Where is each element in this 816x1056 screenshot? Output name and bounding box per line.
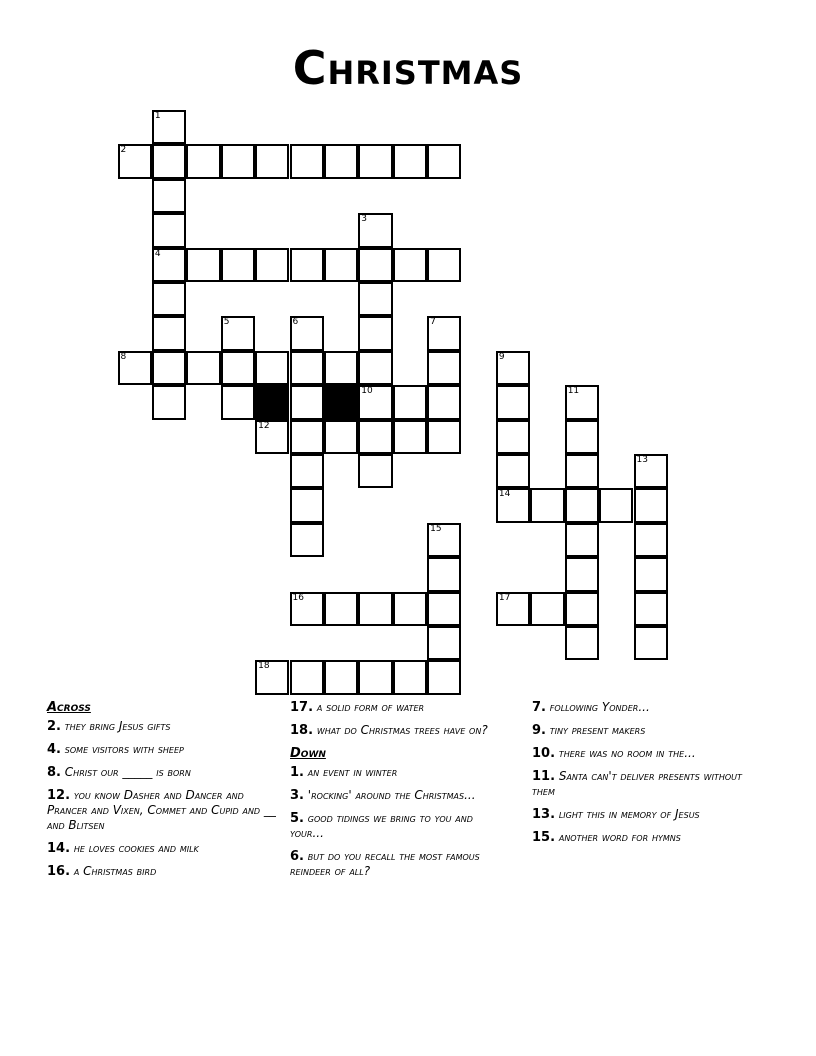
- clue-number: 18.: [290, 723, 314, 738]
- clue-number: 10: [361, 386, 373, 397]
- grid-cell[interactable]: [565, 454, 599, 488]
- grid-cell[interactable]: [324, 144, 358, 178]
- grid-cell[interactable]: [358, 316, 392, 350]
- grid-cell[interactable]: [496, 592, 530, 626]
- grid-cell[interactable]: [186, 351, 220, 385]
- grid-cell[interactable]: [496, 488, 530, 522]
- grid-cell[interactable]: [221, 316, 255, 350]
- clue-number: 13: [636, 455, 648, 465]
- grid-cell[interactable]: [427, 592, 461, 626]
- grid-cell[interactable]: [427, 626, 461, 660]
- clue-text: another word for hymns: [555, 830, 681, 844]
- across-clue: [47, 765, 277, 780]
- grid-cell[interactable]: [290, 420, 324, 454]
- grid-cell[interactable]: [565, 557, 599, 591]
- grid-cell[interactable]: [118, 351, 152, 385]
- clue-number: 16: [292, 592, 304, 603]
- clue-number: 9: [498, 351, 505, 362]
- grid-cell[interactable]: [221, 385, 255, 419]
- grid-cell[interactable]: [152, 179, 186, 213]
- down-clue: [532, 700, 757, 715]
- grid-cell[interactable]: [152, 144, 186, 178]
- grid-cell[interactable]: [290, 592, 324, 626]
- across-clue: [47, 788, 277, 833]
- clue-number: 1: [154, 111, 161, 121]
- grid-cell[interactable]: [221, 248, 255, 282]
- down-clue: [290, 765, 500, 780]
- grid-cell[interactable]: [255, 351, 289, 385]
- grid-cell[interactable]: [634, 488, 668, 522]
- across-clue: [47, 841, 277, 856]
- clue-number: 8: [120, 351, 127, 362]
- clue-number: 15: [430, 523, 442, 534]
- grid-cell[interactable]: [152, 316, 186, 350]
- clue-number: 3.: [290, 788, 304, 803]
- grid-cell[interactable]: [290, 144, 324, 178]
- grid-block: [324, 385, 358, 419]
- across-heading: Across: [47, 700, 91, 715]
- grid-cell[interactable]: [290, 660, 324, 694]
- grid-cell[interactable]: [324, 420, 358, 454]
- grid-cell[interactable]: [255, 248, 289, 282]
- clue-number: 14: [498, 489, 511, 500]
- down-clue: [290, 811, 500, 841]
- grid-cell[interactable]: [358, 248, 392, 282]
- clue-number: 3: [361, 214, 368, 225]
- grid-cell[interactable]: [496, 420, 530, 454]
- grid-cell[interactable]: [427, 316, 461, 350]
- grid-block: [255, 385, 289, 419]
- down-clue: [532, 746, 757, 761]
- grid-cell[interactable]: [599, 488, 633, 522]
- grid-cell[interactable]: [393, 144, 427, 178]
- down-clue: [532, 807, 757, 822]
- down-clue: [290, 788, 500, 803]
- clue-column-1: [47, 700, 277, 887]
- clue-text: a Christmas bird: [70, 864, 157, 878]
- grid-cell[interactable]: [324, 592, 358, 626]
- clue-number: 7.: [532, 700, 546, 715]
- clue-text: what do Christmas trees have on?: [313, 723, 488, 737]
- clue-text: good tidings we bring to you and your...: [290, 811, 473, 840]
- grid-cell[interactable]: [152, 248, 186, 282]
- across-clue: [290, 700, 500, 715]
- grid-cell[interactable]: [358, 282, 392, 316]
- clue-text: Santa can't deliver presents without them: [532, 769, 742, 798]
- grid-cell[interactable]: [358, 420, 392, 454]
- clue-number: 6: [292, 317, 299, 328]
- clue-number: 12.: [47, 788, 71, 803]
- clue-number: 5.: [290, 811, 304, 826]
- clue-text: tiny present makers: [545, 723, 646, 737]
- grid-cell[interactable]: [358, 660, 392, 694]
- grid-cell[interactable]: [324, 660, 358, 694]
- grid-cell[interactable]: [393, 248, 427, 282]
- grid-cell[interactable]: [358, 144, 392, 178]
- grid-cell[interactable]: [290, 351, 324, 385]
- clue-column-3: [532, 700, 757, 853]
- clue-number: 15.: [532, 830, 556, 845]
- clue-column-2: [290, 700, 500, 887]
- clue-number: 14.: [47, 841, 71, 856]
- down-clue: [290, 849, 500, 879]
- across-clue: [47, 864, 277, 879]
- grid-cell[interactable]: [393, 420, 427, 454]
- grid-cell[interactable]: [152, 213, 186, 247]
- across-clue: [47, 719, 277, 734]
- clue-text: following Yonder...: [545, 700, 650, 714]
- grid-cell[interactable]: [393, 385, 427, 419]
- clue-text: there was no room in the...: [555, 746, 696, 760]
- clue-number: 1.: [290, 765, 304, 780]
- clue-text: but do you recall the most famous reindeer of all?: [290, 849, 480, 878]
- grid-cell[interactable]: [427, 385, 461, 419]
- down-clue: [532, 769, 757, 799]
- grid-cell[interactable]: [427, 557, 461, 591]
- clue-number: 4.: [47, 742, 61, 757]
- clue-number: 17: [498, 592, 511, 603]
- grid-cell[interactable]: [255, 144, 289, 178]
- grid-cell[interactable]: [290, 454, 324, 488]
- grid-cell[interactable]: [290, 488, 324, 522]
- clue-number: 2: [120, 145, 127, 156]
- grid-cell[interactable]: [427, 351, 461, 385]
- grid-cell[interactable]: [255, 660, 289, 694]
- clue-number: 11.: [532, 769, 556, 784]
- grid-cell[interactable]: [634, 523, 668, 557]
- grid-cell[interactable]: [634, 557, 668, 591]
- grid-cell[interactable]: [565, 523, 599, 557]
- grid-cell[interactable]: [358, 454, 392, 488]
- grid-cell[interactable]: [255, 420, 289, 454]
- grid-cell[interactable]: [186, 144, 220, 178]
- grid-cell[interactable]: [427, 523, 461, 557]
- grid-cell[interactable]: [634, 454, 668, 488]
- grid-cell[interactable]: [152, 385, 186, 419]
- clue-number: 6.: [290, 849, 304, 864]
- grid-cell[interactable]: [152, 110, 186, 144]
- grid-cell[interactable]: [427, 660, 461, 694]
- grid-cell[interactable]: [221, 144, 255, 178]
- grid-cell[interactable]: [221, 351, 255, 385]
- clue-text: they bring Jesus gifts: [60, 719, 171, 733]
- clue-number: 4: [154, 248, 161, 259]
- down-clue: [532, 830, 757, 845]
- grid-cell[interactable]: [427, 144, 461, 178]
- grid-cell[interactable]: [530, 488, 564, 522]
- page-title: Christmas: [292, 41, 524, 95]
- clue-number: 18: [258, 661, 270, 672]
- grid-cell[interactable]: [634, 626, 668, 660]
- clue-number: 16.: [47, 864, 71, 879]
- grid-cell[interactable]: [358, 385, 392, 419]
- grid-cell[interactable]: [324, 248, 358, 282]
- clue-text: you know Dasher and Dancer and Prancer and Vixen, Commet and Cupid and __ and Blitsen: [47, 788, 276, 832]
- grid-cell[interactable]: [530, 592, 564, 626]
- grid-cell[interactable]: [427, 248, 461, 282]
- grid-cell[interactable]: [358, 351, 392, 385]
- clue-number: 2.: [47, 719, 61, 734]
- grid-cell[interactable]: [427, 420, 461, 454]
- grid-cell[interactable]: [496, 351, 530, 385]
- clue-text: light this in memory of Jesus: [555, 807, 700, 821]
- clue-text: some visitors with sheep: [60, 742, 184, 756]
- grid-cell[interactable]: [496, 454, 530, 488]
- grid-cell[interactable]: [290, 248, 324, 282]
- grid-cell[interactable]: [565, 420, 599, 454]
- clue-number: 11: [567, 386, 580, 397]
- grid-cell[interactable]: [152, 351, 186, 385]
- clue-text: Christ our _____ is born: [60, 765, 191, 779]
- clue-text: 'rocking' around the Christmas...: [303, 788, 476, 802]
- clue-number: 5: [223, 317, 230, 328]
- grid-cell[interactable]: [324, 351, 358, 385]
- grid-cell[interactable]: [290, 523, 324, 557]
- across-clue: [47, 742, 277, 757]
- clue-text: an event in winter: [303, 765, 398, 779]
- grid-cell[interactable]: [496, 385, 530, 419]
- grid-cell[interactable]: [358, 592, 392, 626]
- grid-cell[interactable]: [290, 385, 324, 419]
- grid-cell[interactable]: [393, 660, 427, 694]
- grid-cell[interactable]: [186, 248, 220, 282]
- clue-number: 10.: [532, 746, 556, 761]
- down-clue: [532, 723, 757, 738]
- grid-cell[interactable]: [152, 282, 186, 316]
- clue-number: 13.: [532, 807, 556, 822]
- across-clue: [290, 723, 500, 738]
- clue-text: he loves cookies and milk: [70, 841, 199, 855]
- clue-number: 8.: [47, 765, 61, 780]
- grid-cell[interactable]: [393, 592, 427, 626]
- grid-cell[interactable]: [565, 592, 599, 626]
- clue-number: 17.: [290, 700, 314, 715]
- clue-number: 12: [258, 420, 270, 431]
- grid-cell[interactable]: [565, 626, 599, 660]
- clue-number: 7: [430, 317, 436, 328]
- clue-number: 9.: [532, 723, 546, 738]
- grid-cell[interactable]: [565, 385, 599, 419]
- clue-text: a solid form of water: [313, 700, 425, 714]
- grid-cell[interactable]: [358, 213, 392, 247]
- grid-cell[interactable]: [565, 488, 599, 522]
- grid-cell[interactable]: [290, 316, 324, 350]
- grid-cell[interactable]: [118, 144, 152, 178]
- grid-cell[interactable]: [634, 592, 668, 626]
- down-heading: Down: [290, 746, 326, 761]
